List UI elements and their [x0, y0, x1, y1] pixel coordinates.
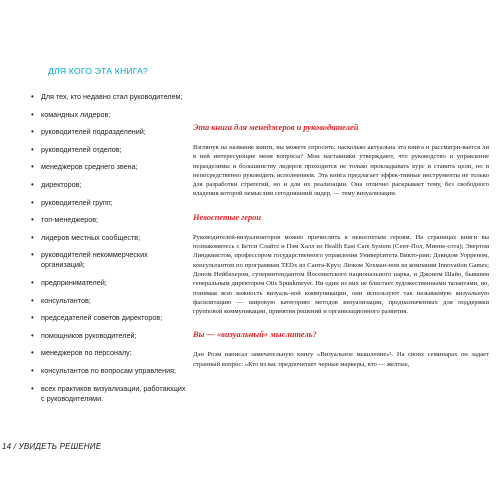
list-item: • руководителей отделов;: [31, 145, 190, 155]
list-item: • руководителей подразделений;: [31, 127, 190, 137]
section-heading: Невоспетые герои: [193, 212, 262, 222]
list-item: • топ-менеджеров;: [31, 215, 190, 225]
section-heading: Вы — «визуальный» мыслитель?: [193, 330, 317, 340]
list-item: • руководителей групп;: [31, 198, 190, 208]
list-item: • консультантов по вопросам управления;: [31, 366, 190, 376]
list-item: • помощников руководителей;: [31, 331, 190, 341]
list-item: • председателей советов директоров;: [31, 313, 190, 323]
section-paragraph: Руководителей-визуализаторов можно причислить к невоспетым героям. На страницах книги вы познакомитесь с Бетси Слайтс и Пэм Халл из Health East Care System (Сент-Пол, Минне-сота); Эвертом Линдквистом, профессором государственного управления Университета Викто-рии; Дэвидом Уорреном, консультантом по программам TEDx из Санта-Круз; Люком Хохман-ном из компании Innovation Games; Доном Нейбахером, суперинтендантом Йосемитского национального парка, и Джоном Шайо, бывшим генеральным директором Otis Spunkmeyer. Ни один из них не блистает художественными талантами, но, понимая всю важность визуаль-ной коммуникации, они используют так называемую визуальную фасилитацию — широкую категорию методов визуализации, предназначенных для поддержки групповой коммуникации, принятия решений и организационного развития.: [193, 233, 489, 316]
section-paragraph: Взглянув на название книги, вы можете спросить: насколько актуальна эта книга и рассматри-вается ли в ней интересующие меня вопросы? Мои наставники утверждают, что руководство и управление неразделимы и большинству лидеров приходится не только прокладывать курс и ставить цели, но и непосредственно руководить исполнением. Эта книга предлагает эффек-тивные инструменты не только для разработки стратегий, но и для их реализации. Она отлично раскрывает тему, без свободного владения которой немыслим сегодняшний лидер, — тему визуализации.: [193, 144, 489, 198]
main-column: [193, 123, 489, 369]
list-item: • менеджеров среднего звена;: [31, 162, 190, 172]
list-item: • командных лидеров;: [31, 110, 190, 120]
list-item: • руководителей некоммерческих организаций;: [31, 250, 190, 270]
section-paragraph: Дэн Роэм написал замечательную книгу «Визуальное мышление»¹. На своих семинарах он задает странный вопрос: «Кто из вас предпочитает черные маркеры, кто — желтые,: [193, 351, 489, 368]
list-item: • директоров;: [31, 180, 190, 190]
list-item: • всех практиков визуализации, работающих с руководителями.: [31, 384, 190, 404]
section-heading: Эта книга для менеджеров и руководителей: [193, 123, 359, 132]
list-item: • предпринимателей;: [31, 278, 190, 288]
list-item: • консультантов;: [31, 296, 190, 306]
list-item: • лидеров местных сообществ;: [31, 233, 190, 243]
list-item: • менеджеров по персоналу;: [31, 348, 190, 358]
list-item: • Для тех, кто недавно стал руководителем;: [31, 92, 190, 102]
sidebar-heading: ДЛЯ КОГО ЭТА КНИГА?: [48, 66, 148, 76]
audience-sidebar: [14, 66, 190, 411]
audience-list: [14, 92, 190, 404]
page-footer: 14 / УВИДЕТЬ РЕШЕНИЕ: [2, 442, 102, 451]
